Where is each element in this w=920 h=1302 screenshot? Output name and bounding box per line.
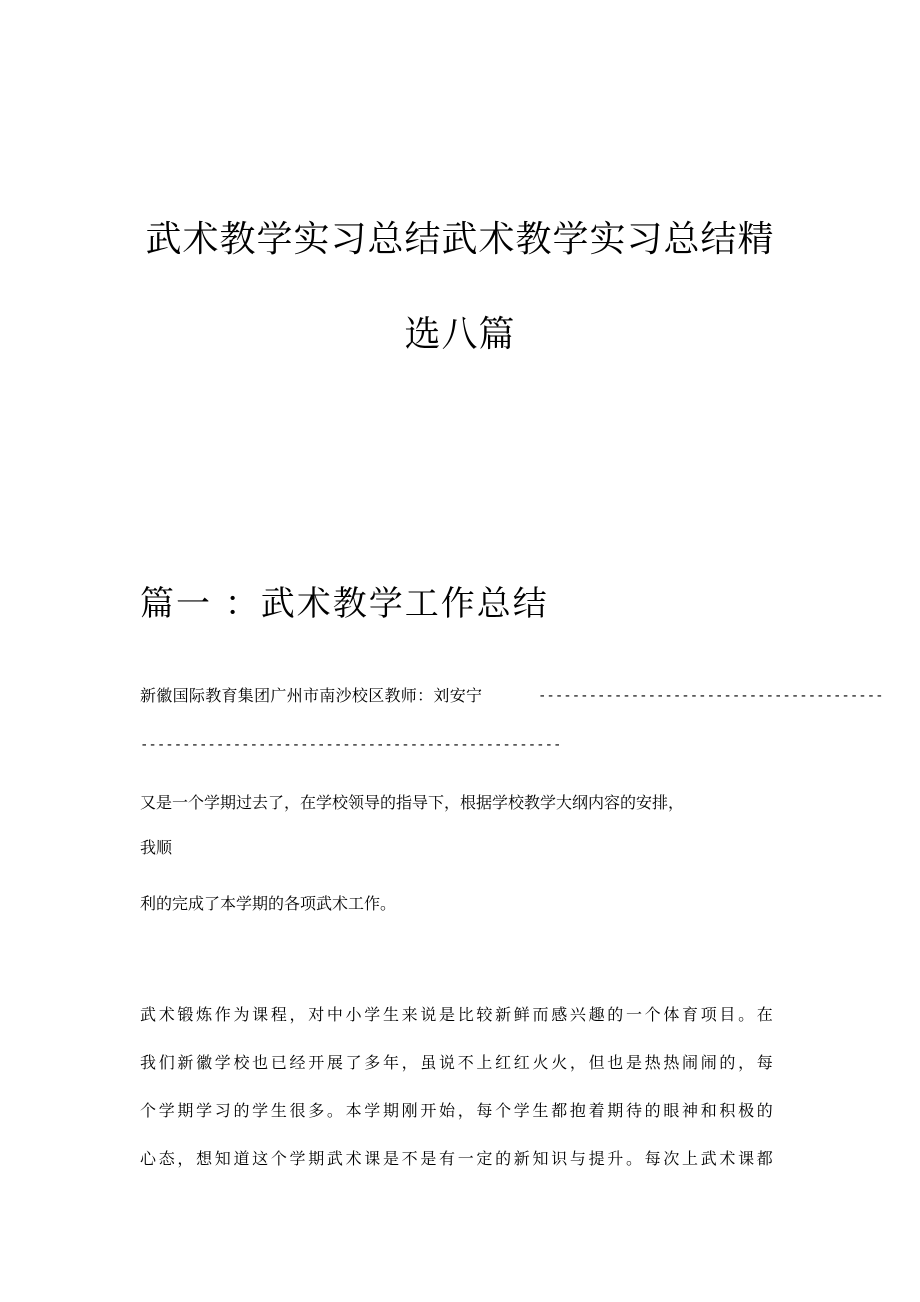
paragraph-2-line-1: 武术锻炼作为课程，对中小学生来说是比较新鲜而感兴趣的一个体育项目。在 [140, 1005, 774, 1024]
paragraph-2-line-4: 心态，想知道这个学期武术课是不是有一定的新知识与提升。每次上武术课都 [140, 1149, 774, 1168]
document-title-line-1: 武术教学实习总结武术教学实习总结精 [145, 219, 775, 260]
separator-dashes-1: ----------------------------------------- [538, 688, 884, 704]
paragraph-1-line-3: 利的完成了本学期的各项武术工作。 [140, 894, 397, 913]
paragraph-1-line-1: 又是一个学期过去了，在学校领导的指导下，根据学校教学大纲内容的安排， [140, 793, 685, 812]
paragraph-2-line-3: 个学期学习的学生很多。本学期刚开始，每个学生都抱着期待的眼神和积极的 [140, 1101, 774, 1120]
paragraph-2-line-2: 我们新徽学校也已经开展了多年，虽说不上红红火火，但也是热热闹闹的，每 [140, 1053, 774, 1072]
author-byline: 新徽国际教育集团广州市南沙校区教师：刘安宁 [140, 686, 483, 705]
document-title-line-2: 选八篇 [404, 314, 516, 355]
section-heading: 篇一 ：武术教学工作总结 [140, 584, 549, 624]
separator-dashes-2: -------------------------------------------------- [140, 737, 562, 753]
paragraph-1-line-2: 我顺 [140, 838, 173, 857]
